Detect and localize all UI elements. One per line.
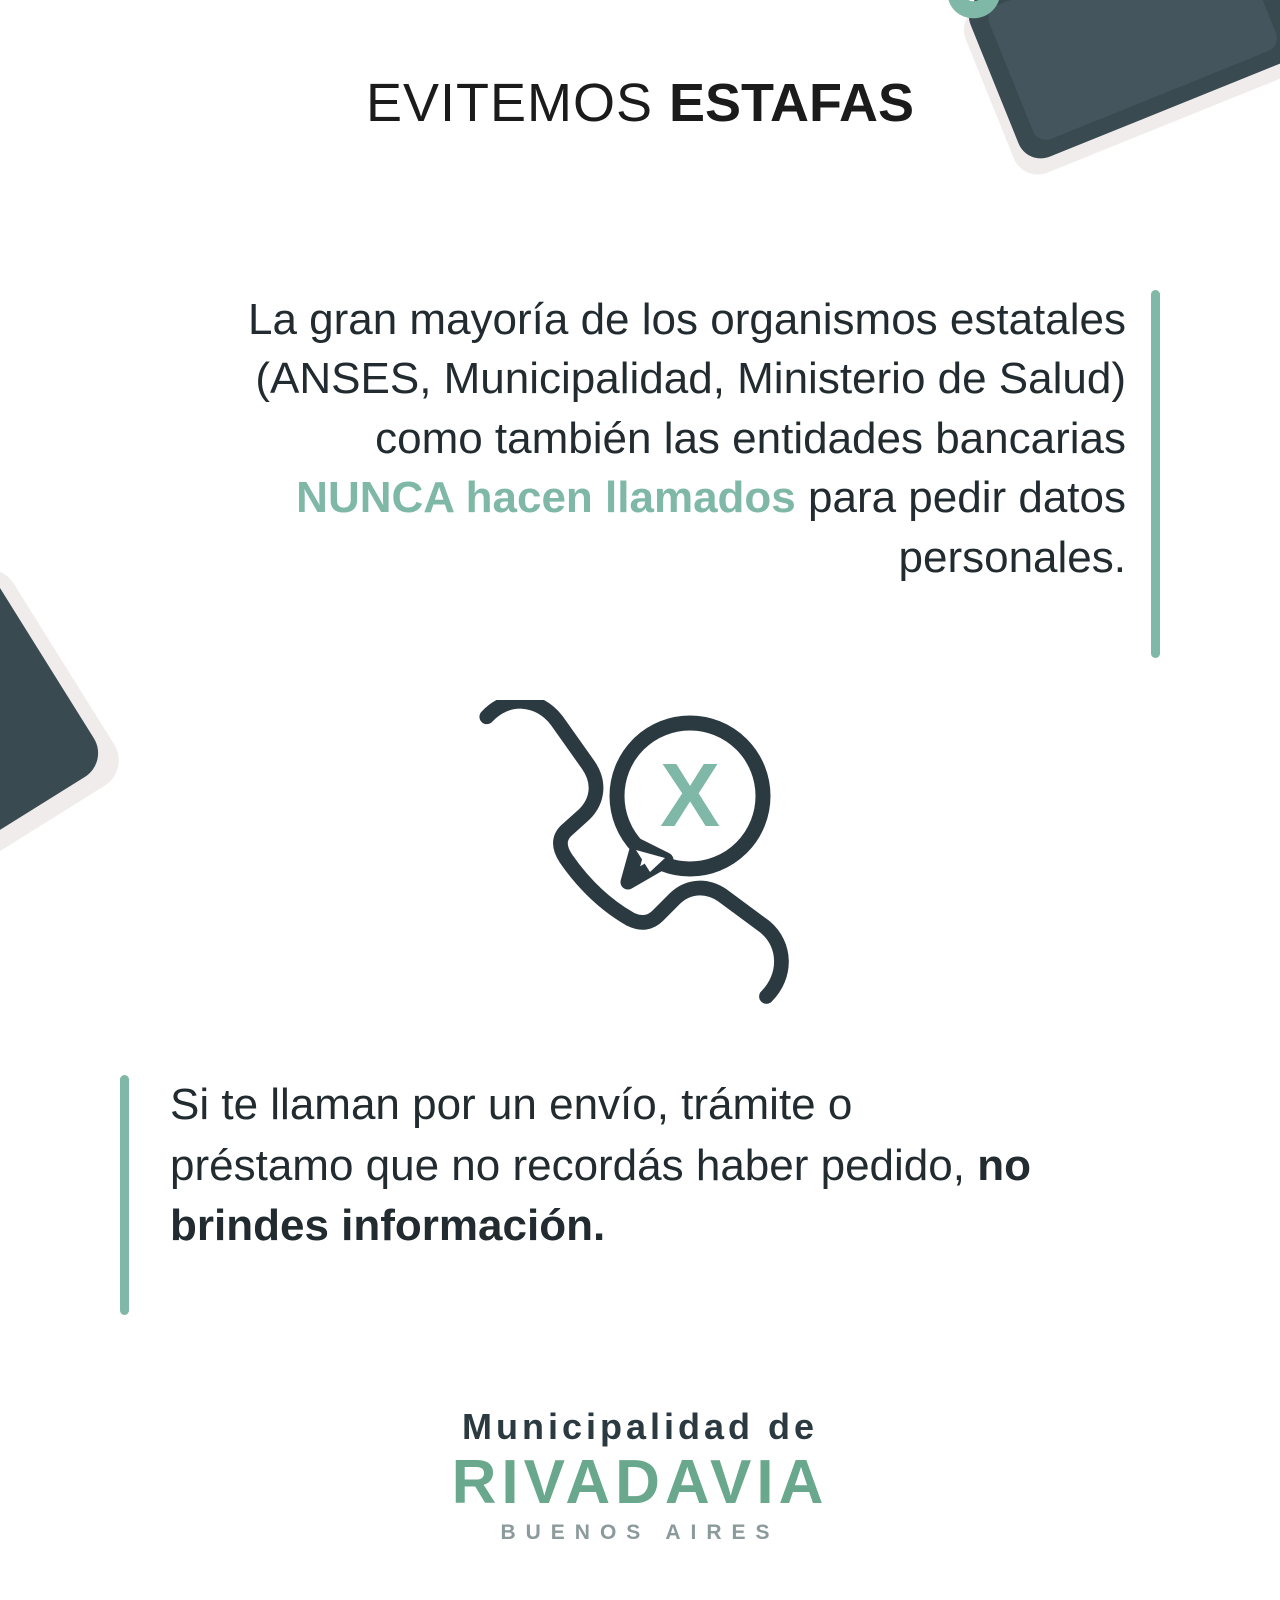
paragraph-secondary-part1: Si te llaman por un envío, trámite o préstamo que no recordás haber pedido, [170,1080,978,1190]
accent-bar-right [1151,290,1160,658]
no-call-illustration [0,700,1280,1030]
municipality-logo [0,1406,1280,1545]
logo-line-municipalidad: Municipalidad de [461,1405,819,1447]
title-plain: EVITEMOS [365,73,669,133]
logo-line-buenos-aires: BUENOS AIRES [500,1521,780,1544]
paragraph-primary [230,290,1160,587]
paragraph-primary-highlight: NUNCA hacen llamados [296,473,796,523]
paragraph-primary-part1: La gran mayoría de los organismos estatales (ANSES, Municipalidad, Ministerio de Salud) como también las entidades bancarias [247,295,1126,463]
paragraph-secondary [120,1075,1040,1257]
message-block-primary [230,290,1160,587]
x-mark-icon: X [659,746,721,846]
title-bold: ESTAFAS [669,73,915,133]
hook-icon [932,0,1012,10]
logo-line-rivadavia: RIVADAVIA [451,1447,829,1517]
paragraph-secondary-bold: no brindes información. [170,1140,1031,1251]
message-block-secondary [120,1075,1040,1257]
poster-title [0,72,1280,134]
accent-bar-left [120,1075,129,1315]
paragraph-primary-part2: para pedir datos personales. [795,473,1126,582]
